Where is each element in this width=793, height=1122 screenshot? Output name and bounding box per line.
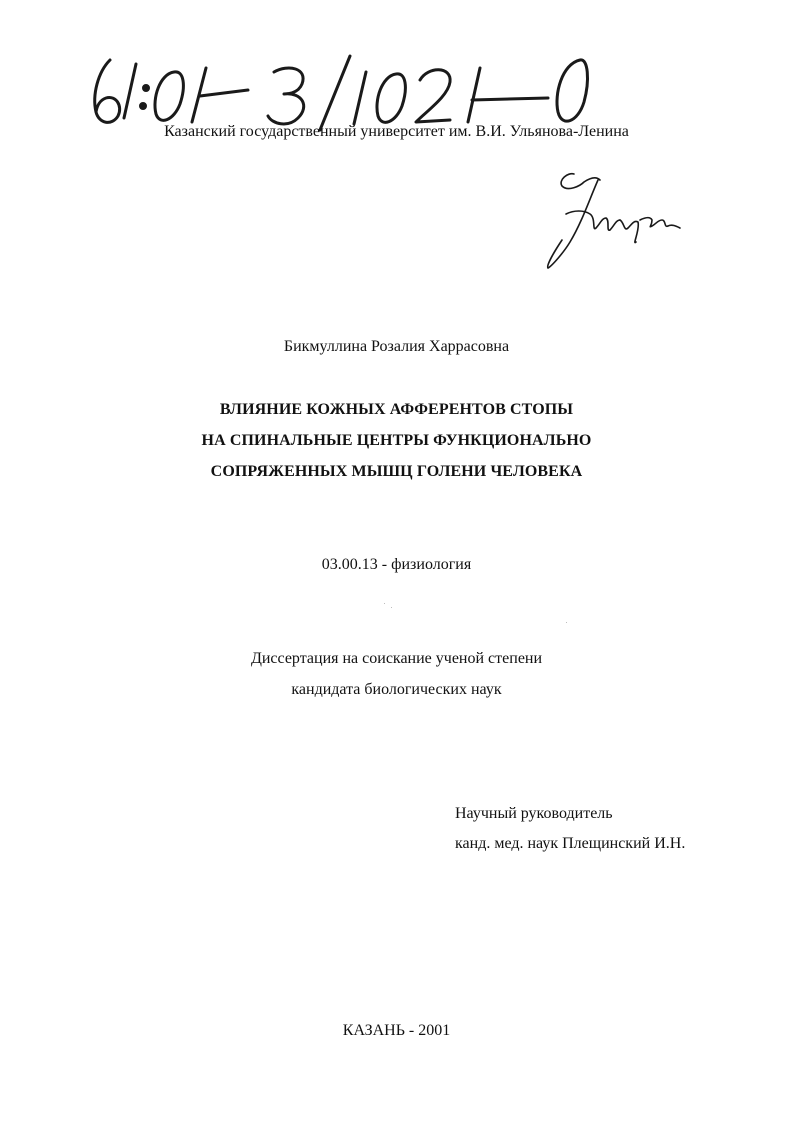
signature-icon bbox=[540, 170, 690, 275]
scan-speck bbox=[391, 607, 392, 608]
author-name: Бикмуллина Розалия Харрасовна bbox=[283, 338, 510, 355]
title-line-1: ВЛИЯНИЕ КОЖНЫХ АФФЕРЕНТОВ СТОПЫ bbox=[219, 401, 574, 418]
supervisor-label: Научный руководитель bbox=[455, 805, 613, 822]
scan-speck bbox=[384, 603, 385, 604]
institution-name: Казанский государственный университет им. В.И. Ульянова-Ленина bbox=[164, 123, 629, 140]
specialty-code: 03.00.13 - физиология bbox=[321, 556, 472, 573]
degree-line-1: Диссертация на соискание ученой степени bbox=[250, 650, 543, 667]
scan-speck bbox=[566, 622, 567, 623]
title-line-2: НА СПИНАЛЬНЫЕ ЦЕНТРЫ ФУНКЦИОНАЛЬНО bbox=[201, 432, 592, 449]
degree-line-2: кандидата биологических наук bbox=[291, 681, 502, 698]
supervisor-name: канд. мед. наук Плещинский И.Н. bbox=[455, 835, 686, 852]
city-year: КАЗАНЬ - 2001 bbox=[342, 1022, 451, 1039]
title-line-3: СОПРЯЖЕННЫХ МЫШЦ ГОЛЕНИ ЧЕЛОВЕКА bbox=[210, 463, 583, 480]
